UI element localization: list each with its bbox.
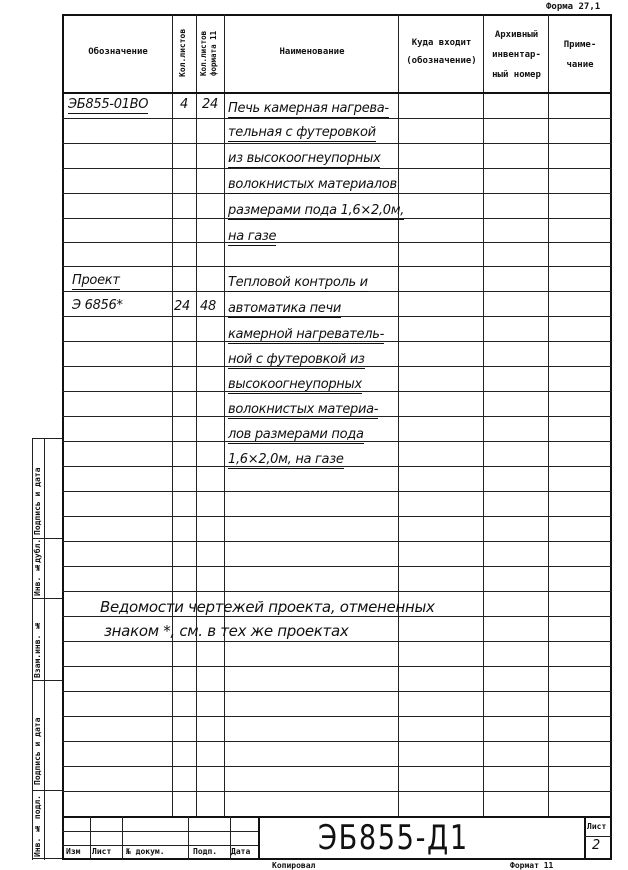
entry-name-line: волокнистых материа- bbox=[228, 402, 379, 417]
tb-data: Дата bbox=[231, 847, 251, 856]
table-row-line bbox=[62, 118, 612, 119]
entry-sheets: 4 bbox=[180, 97, 188, 112]
note-line: знаком *, см. в тех же проектах bbox=[104, 622, 349, 640]
header-where-used-1: Куда входит bbox=[411, 38, 472, 48]
header-sheets-format: Кол.листов формата 11 bbox=[199, 30, 218, 76]
header-sheets: Кол.листов bbox=[178, 28, 187, 78]
title-col bbox=[122, 816, 123, 860]
table-row-line bbox=[62, 591, 612, 592]
col-line bbox=[172, 14, 173, 816]
form-label: Форма 27,1 bbox=[546, 2, 601, 12]
entry-name-line: размерами пода 1,6×2,0м, bbox=[228, 203, 405, 218]
col-line bbox=[398, 14, 399, 816]
note-line: Ведомости чертежей проекта, отмененных bbox=[100, 598, 435, 616]
entry-name-line: ной с футеровкой из bbox=[228, 352, 365, 367]
tb-sheet-no: 2 bbox=[592, 838, 600, 853]
footer-format: Формат 11 bbox=[510, 861, 554, 870]
entry-name-line: 1,6×2,0м, на газе bbox=[228, 452, 344, 467]
tb-sheet-label: Лист bbox=[587, 822, 607, 831]
table-row-line bbox=[62, 491, 612, 492]
title-col bbox=[90, 816, 91, 860]
side-label-sign-date: Подпись и дата bbox=[33, 467, 42, 535]
frame-right bbox=[610, 14, 612, 860]
side-div bbox=[32, 598, 62, 599]
table-row-line bbox=[62, 691, 612, 692]
side-label-sign-date: Подпись и дата bbox=[33, 717, 42, 785]
title-col bbox=[258, 816, 260, 860]
tb-doc-no: № докум. bbox=[126, 847, 165, 856]
table-row-line bbox=[62, 716, 612, 717]
table-row-line bbox=[62, 666, 612, 667]
entry-sheets: 24 bbox=[174, 299, 190, 314]
header-archive-1: Архивный bbox=[494, 30, 539, 40]
tb-list: Лист bbox=[92, 847, 112, 856]
entry-sheets-format: 24 bbox=[202, 97, 218, 112]
header-note-2: чание bbox=[566, 60, 594, 70]
table-row-line bbox=[62, 741, 612, 742]
header-archive-2: инвентар- bbox=[492, 50, 541, 60]
entry-designation: Проект bbox=[72, 273, 120, 288]
entry-name-line: тельная с футеровкой bbox=[228, 125, 376, 140]
entry-name-line: камерной нагреватель- bbox=[228, 327, 385, 342]
side-div bbox=[32, 680, 62, 681]
table-row-line bbox=[62, 266, 612, 267]
entry-name-line: Печь камерная нагрева- bbox=[228, 101, 389, 116]
table-row-line bbox=[62, 516, 612, 517]
entry-sheets-format: 48 bbox=[200, 299, 216, 314]
title-block-row bbox=[62, 831, 258, 832]
entry-name-line: Тепловой контроль и bbox=[228, 275, 368, 290]
title-col bbox=[188, 816, 189, 860]
title-sheet-div bbox=[584, 836, 612, 837]
col-line bbox=[196, 14, 197, 816]
side-div bbox=[32, 438, 62, 439]
entry-name-line: на газе bbox=[228, 229, 277, 244]
header-designation: Обозначение bbox=[88, 47, 148, 57]
table-row-line bbox=[62, 541, 612, 542]
tb-izm: Изм bbox=[66, 847, 81, 856]
entry-name-line: лов размерами пода bbox=[228, 427, 364, 442]
header-name: Наименование bbox=[279, 47, 345, 57]
table-row-line bbox=[62, 242, 612, 243]
frame-left bbox=[62, 14, 64, 860]
side-label-inv-dubl: Инв. №дубл. bbox=[33, 538, 42, 596]
entry-name-line: автоматика печи bbox=[228, 301, 342, 316]
col-line bbox=[548, 14, 549, 816]
entry-name-line: волокнистых материалов bbox=[228, 177, 397, 192]
side-label-vzam-inv: Взам.инв. № bbox=[33, 620, 42, 678]
frame-bottom bbox=[62, 858, 612, 860]
table-row-line bbox=[62, 566, 612, 567]
entry-designation: ЭБ855-01ВО bbox=[68, 97, 149, 112]
table-row-line bbox=[62, 168, 612, 169]
header-bottom bbox=[62, 92, 612, 94]
frame-top bbox=[62, 14, 612, 16]
tb-podp: Подп. bbox=[193, 847, 218, 856]
col-line bbox=[483, 14, 484, 816]
table-row-line bbox=[62, 791, 612, 792]
table-row-line bbox=[62, 616, 612, 617]
col-line bbox=[224, 14, 225, 816]
side-div bbox=[32, 858, 62, 859]
entry-designation: Э 6856* bbox=[72, 298, 123, 313]
table-row-line bbox=[62, 143, 612, 144]
entry-name-line: из высокоогнеупорных bbox=[228, 151, 381, 166]
tb-code: ЭБ855-Д1 bbox=[318, 818, 469, 858]
entry-name-line: высокоогнеупорных bbox=[228, 377, 362, 392]
title-col bbox=[584, 816, 586, 860]
header-note-1: Приме- bbox=[563, 40, 597, 50]
side-label-inv-podl: Инв. № подл. bbox=[33, 795, 42, 857]
table-row-line bbox=[62, 641, 612, 642]
footer-copied: Копировал bbox=[272, 861, 316, 870]
table-row-line bbox=[62, 766, 612, 767]
title-block-row bbox=[62, 845, 258, 846]
side-div bbox=[32, 790, 62, 791]
header-where-used-2: (обозначение) bbox=[406, 56, 477, 66]
side-strip-line-2 bbox=[44, 438, 45, 860]
header-archive-3: ный номер bbox=[492, 70, 541, 80]
